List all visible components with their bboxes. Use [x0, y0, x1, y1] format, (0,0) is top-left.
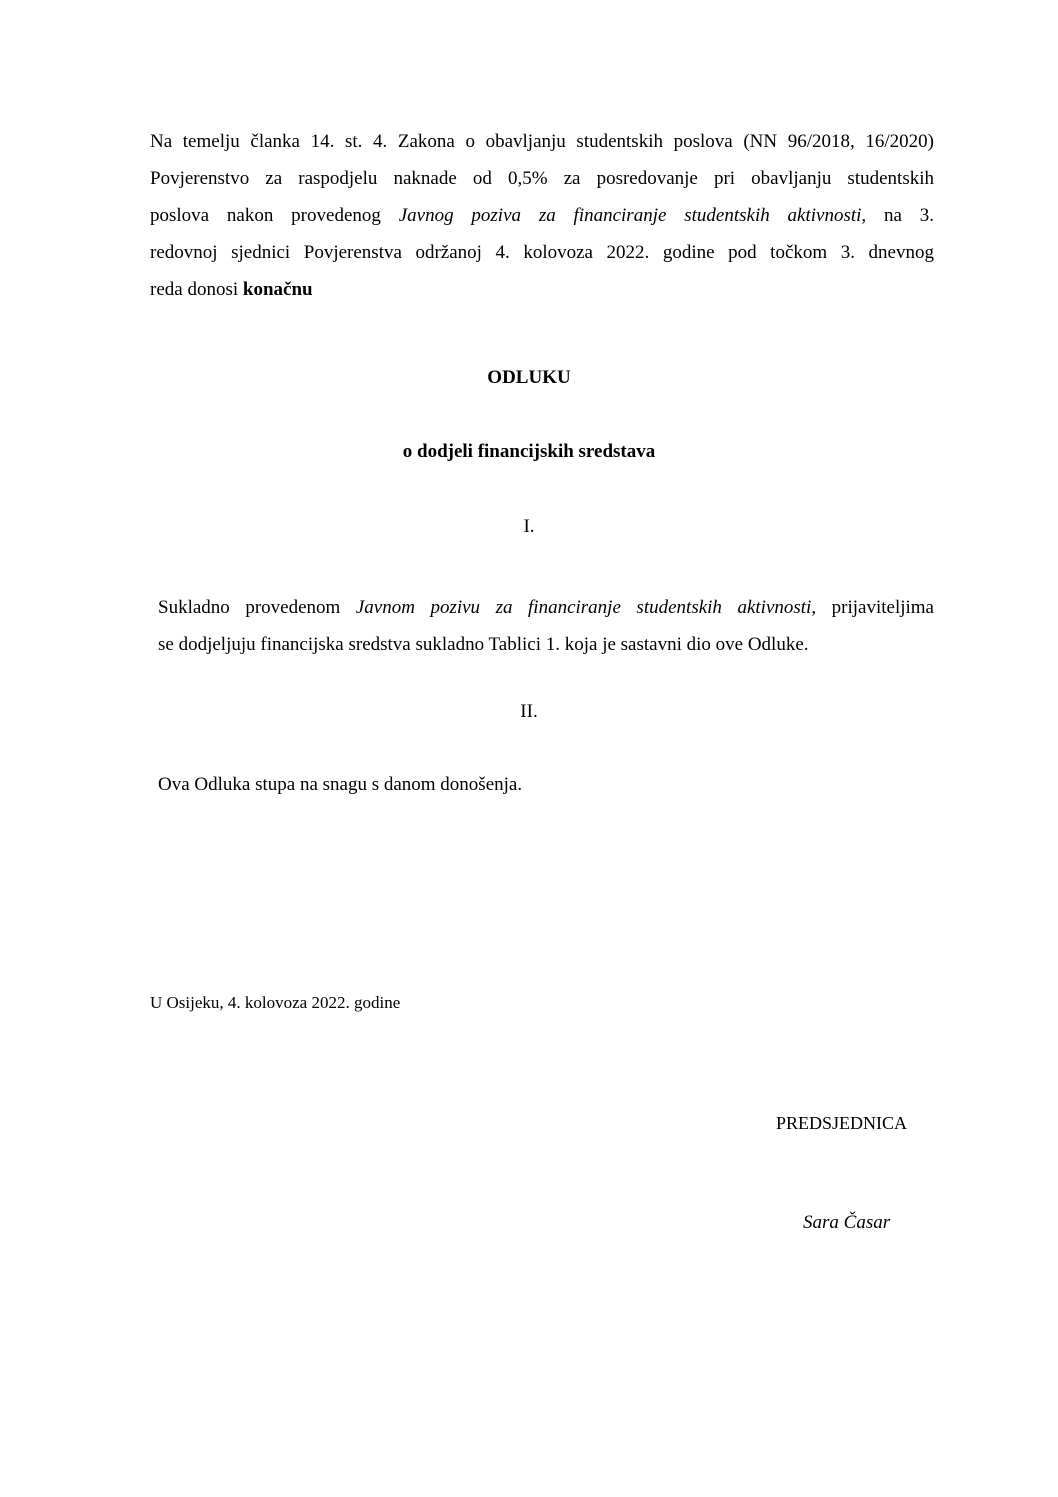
intro-line-4: redovnoj sjednici Povjerenstva održanoj 4. kolovoza 2022. godine pod točkom 3. dnevnog — [150, 242, 934, 263]
section-numeral-1: I. — [523, 516, 535, 537]
signatory-role: PREDSJEDNICA — [776, 1113, 908, 1133]
final-emphasis: konačnu — [242, 279, 313, 300]
intro-line-3-text-b: , na 3. — [861, 205, 934, 226]
intro-line-1: Na temelju članka 14. st. 4. Zakona o obavljanju studentskih poslova (NN 96/2018, 16/2020) — [150, 131, 934, 152]
public-call-title: Javnog poziva za financiranje studentskih aktivnosti — [398, 205, 862, 226]
section-1-text-a: Sukladno provedenom — [158, 597, 356, 618]
intro-line-5-text: reda donosi — [150, 279, 243, 300]
intro-line-5 — [150, 271, 934, 308]
section-1-line-2: se dodjeljuju financijska sredstva sukladno Tablici 1. koja je sastavni dio ove Odluke. — [158, 634, 809, 655]
section-2-paragraph: Ova Odluka stupa na snagu s danom donošenja. — [158, 774, 523, 795]
section-numeral-2: II. — [520, 701, 538, 722]
section-1-text-b: , prijaviteljima — [811, 597, 934, 618]
intro-line-3-text-a: poslova nakon provedenog — [150, 205, 399, 226]
section-1-line-1 — [158, 589, 934, 626]
section-1-public-call-title: Javnom pozivu za financiranje studentskih aktivnosti — [355, 597, 812, 618]
section-1-paragraph — [158, 589, 934, 663]
intro-line-2: Povjerenstvo za raspodjelu naknade od 0,5% za posredovanje pri obavljanju studentskih — [150, 168, 934, 189]
intro-paragraph — [150, 123, 934, 308]
signatory-name: Sara Časar — [803, 1212, 891, 1233]
document-subtitle: o dodjeli financijskih sredstava — [402, 441, 656, 462]
document-title: ODLUKU — [487, 367, 571, 388]
intro-line-3 — [150, 197, 934, 234]
place-and-date: U Osijeku, 4. kolovoza 2022. godine — [150, 993, 401, 1012]
